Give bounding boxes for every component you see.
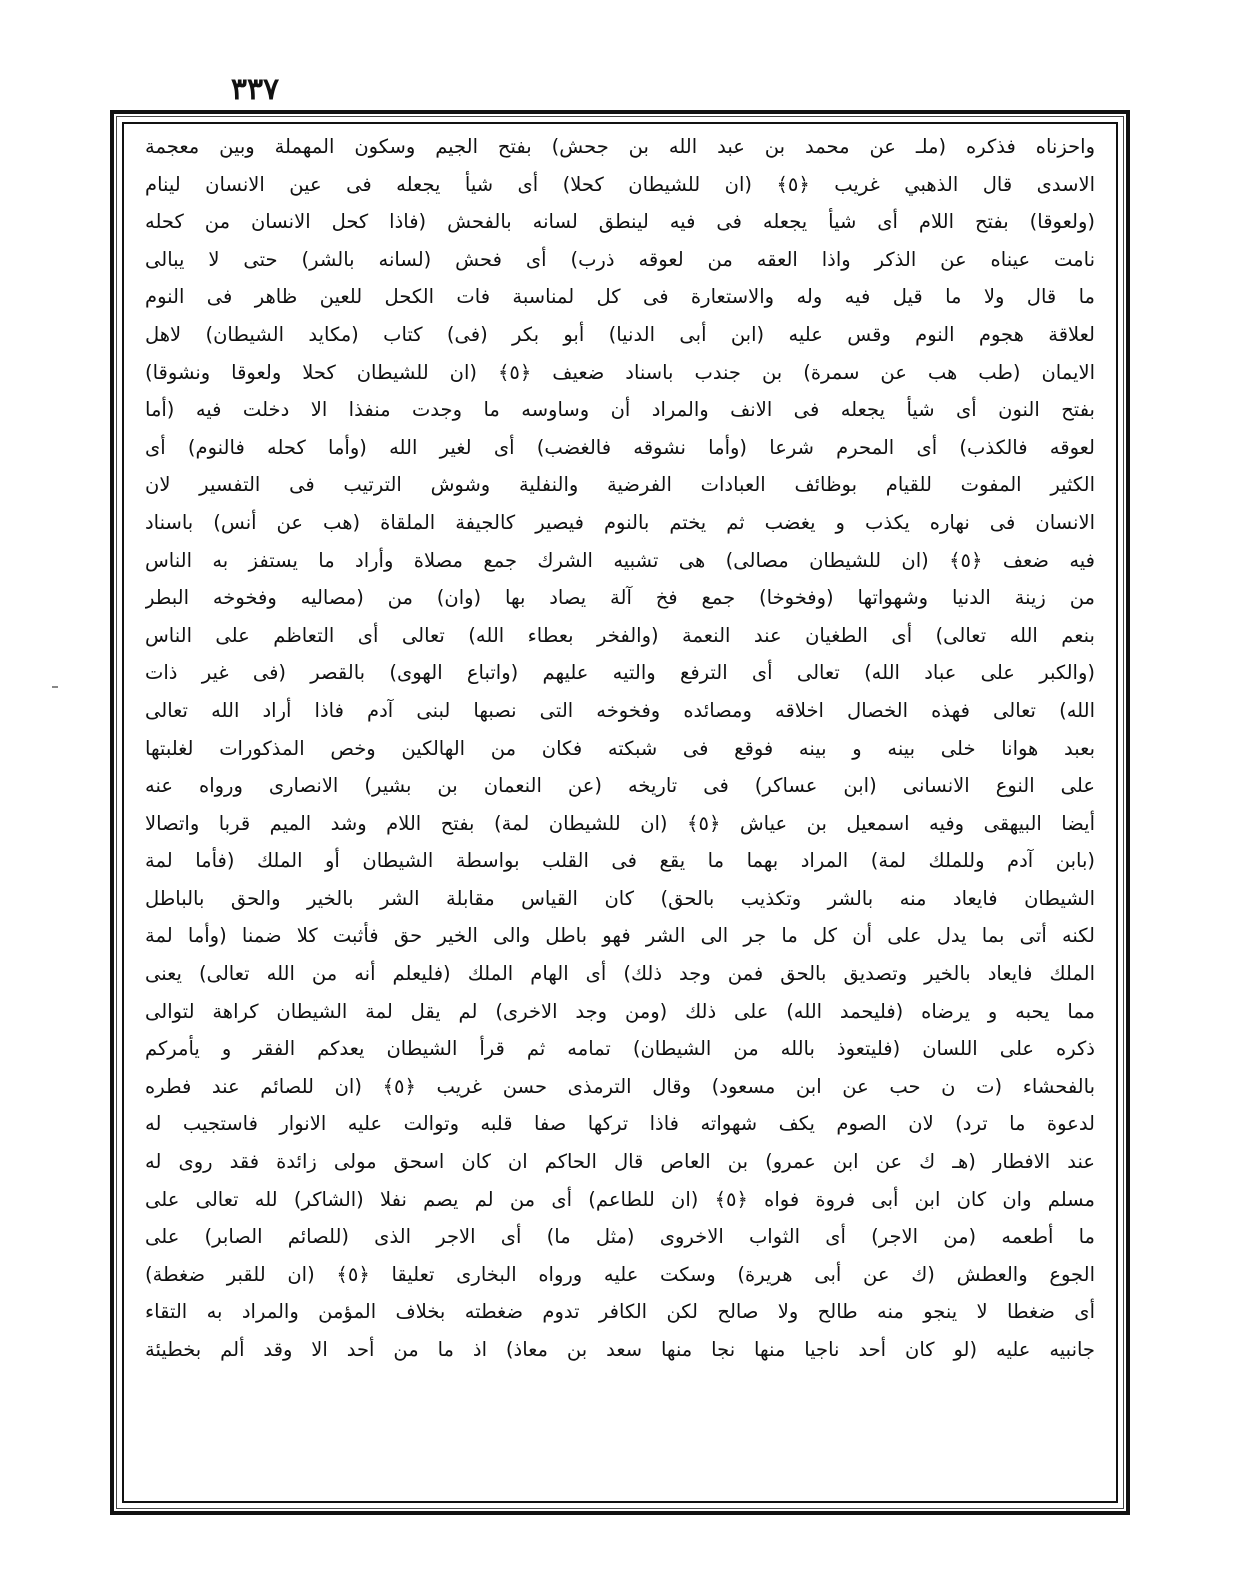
text-line: (بابن آدم وللملك لمة) المراد بهما ما يقع فى القلب بواسطة الشيطان أو الملك (فأما لمة xyxy=(145,849,1095,873)
text-line: أى ضغطا لا ينجو منه طالح ولا صالح لكن الكافر تدوم ضغطته بخلاف المؤمن والمراد به التقاء xyxy=(145,1300,1095,1324)
text-line: بالفحشاء (ت ن حب عن ابن مسعود) وقال الترمذى حسن غريب ﴿٥﴾ (ان للصائم عند فطره xyxy=(145,1074,1095,1098)
text-line: جانبيه عليه (لو كان أحد ناجيا منها نجا منها سعد بن معاذ) اذ ما من أحد الا وقد ألم بخطيئة xyxy=(145,1338,1095,1361)
text-line: الملك فايعاد بالخير وتصديق بالحق فمن وجد ذلك) أى الهام الملك (فليعلم أنه من الله تعالى) يعنى xyxy=(145,962,1095,986)
text-block xyxy=(145,128,1095,1481)
text-line: الكثير المفوت للقيام بوظائف العبادات الفرضية والنفلية وشوش الترتيب فى التفسير لان xyxy=(145,473,1095,497)
text-line: الاسدى قال الذهبي غريب ﴿٥﴾ (ان للشيطان كحلا) أى شيأ يجعله فى عين الانسان لينام xyxy=(145,172,1095,196)
text-line: نامت عيناه عن الذكر واذا العقه من لعوقه ذرب) أى فحش (لسانه بالشر) حتى لا يبالى xyxy=(145,247,1095,271)
margin-mark xyxy=(52,686,58,688)
text-line: واحزناه فذكره (ملـ عن محمد بن عبد الله بن جحش) بفتح الجيم وسكون المهملة وبين معجمة xyxy=(145,135,1095,158)
text-line: بعبد هوانا خلى بينه و بينه فوقع فى شبكته فكان من الهالكين وخص المذكورات لغلبتها xyxy=(145,736,1095,760)
text-line: (والكبر على عباد الله) تعالى أى الترفع والتيه عليهم (واتباع الهوى) بالقصر (فى غير ذات xyxy=(145,661,1095,685)
text-line xyxy=(145,1444,1095,1482)
text-line: لعوقه فالكذب) أى المحرم شرعا (وأما نشوقه فالغضب) أى لغير الله (وأما كحله فالنوم) أى xyxy=(145,435,1095,459)
text-line: الشيطان فايعاد منه بالشر وتكذيب بالحق) كان القياس مقابلة الشر بالخير والحق بالباطل xyxy=(145,886,1095,910)
text-line: فيه ضعف ﴿٥﴾ (ان للشيطان مصالى) هى تشبيه الشرك جمع مصلاة وأراد ما يستفز به الناس xyxy=(145,548,1095,572)
text-line xyxy=(145,1369,1095,1407)
text-line: لدعوة ما ترد) لان الصوم يكف شهواته فاذا تركها صفا قلبه وتوالت عليه الانوار فاستجيب له xyxy=(145,1112,1095,1136)
text-line: ذكره على اللسان (فليتعوذ بالله من الشيطان) تمامه ثم قرأ الشيطان يعدكم الفقر و يأمركم xyxy=(145,1037,1095,1061)
text-line xyxy=(145,1406,1095,1444)
text-line: مما يحبه و يرضاه (فليحمد الله) على ذلك (ومن وجد الاخرى) لم يقل لمة الشيطان كراهة لتوالى xyxy=(145,999,1095,1023)
text-line: الله) تعالى فهذه الخصال اخلاقه ومصائده وفخوخه التى نصبها لبنى آدم فاذا أراد الله تعالى xyxy=(145,698,1095,722)
text-line: مسلم وان كان ابن أبى فروة فواه ﴿٥﴾ (ان للطاعم) أى من لم يصم نفلا (الشاكر) لله تعالى على xyxy=(145,1187,1095,1211)
text-line: لعلاقة هجوم النوم وقس عليه (ابن أبى الدنيا) أبو بكر (فى) كتاب (مكايد الشيطان) لاهل xyxy=(145,322,1095,346)
text-line: لكنه أتى بما يدل على أن كل ما جر الى الشر فهو باطل والى الخير حق فأثبت كلا ضمنا (وأما لمة xyxy=(145,924,1095,948)
text-line: (ولعوقا) بفتح اللام أى شيأ يجعله فى فيه لينطق لسانه بالفحش (فاذا كحل الانسان من كحله xyxy=(145,210,1095,234)
text-line: ما قال ولا ما قيل فيه وله والاستعارة فى كل لمناسبة فات الكحل للعين ظاهر فى النوم xyxy=(145,285,1095,309)
text-line: بفتح النون أى شيأ يجعله فى الانف والمراد أن وساوسه ما وجدت منفذا الا دخلت فيه (أما xyxy=(145,398,1095,422)
text-line: الانسان فى نهاره يكذب و يغضب ثم يختم بالنوم فيصير كالجيفة الملقاة (هب عن أنس) باسناد xyxy=(145,510,1095,534)
text-line: الايمان (طب هب عن سمرة) بن جندب باسناد ضعيف ﴿٥﴾ (ان للشيطان كحلا ولعوقا ونشوقا) xyxy=(145,360,1095,384)
text-line: عند الافطار (هـ ك عن ابن عمرو) بن العاص قال الحاكم ان كان اسحق مولى زائدة فقد روى له xyxy=(145,1150,1095,1174)
text-line: على النوع الانسانى (ابن عساكر) فى تاريخه (عن النعمان بن بشير) الانصارى ورواه عنه xyxy=(145,774,1095,798)
text-line: بنعم الله تعالى) أى الطغيان عند النعمة (والفخر بعطاء الله) تعالى أى التعاظم على الناس xyxy=(145,623,1095,647)
text-line: أيضا البيهقى وفيه اسمعيل بن عياش ﴿٥﴾ (ان للشيطان لمة) بفتح اللام وشد الميم قربا واتصالا xyxy=(145,811,1095,835)
text-line: من زينة الدنيا وشهواتها (وفخوخا) جمع فخ آلة يصاد بها (وان) من (مصاليه وفخوخه البطر xyxy=(145,586,1095,610)
text-line: ما أطعمه (من الاجر) أى الثواب الاخروى (مثل ما) أى الاجر الذى (للصائم الصابر) على xyxy=(145,1225,1095,1249)
page-number: ٣٣٧ xyxy=(230,72,280,107)
text-line: الجوع والعطش (ك عن أبى هريرة) وسكت عليه ورواه البخارى تعليقا ﴿٥﴾ (ان للقبر ضغطة) xyxy=(145,1262,1095,1286)
